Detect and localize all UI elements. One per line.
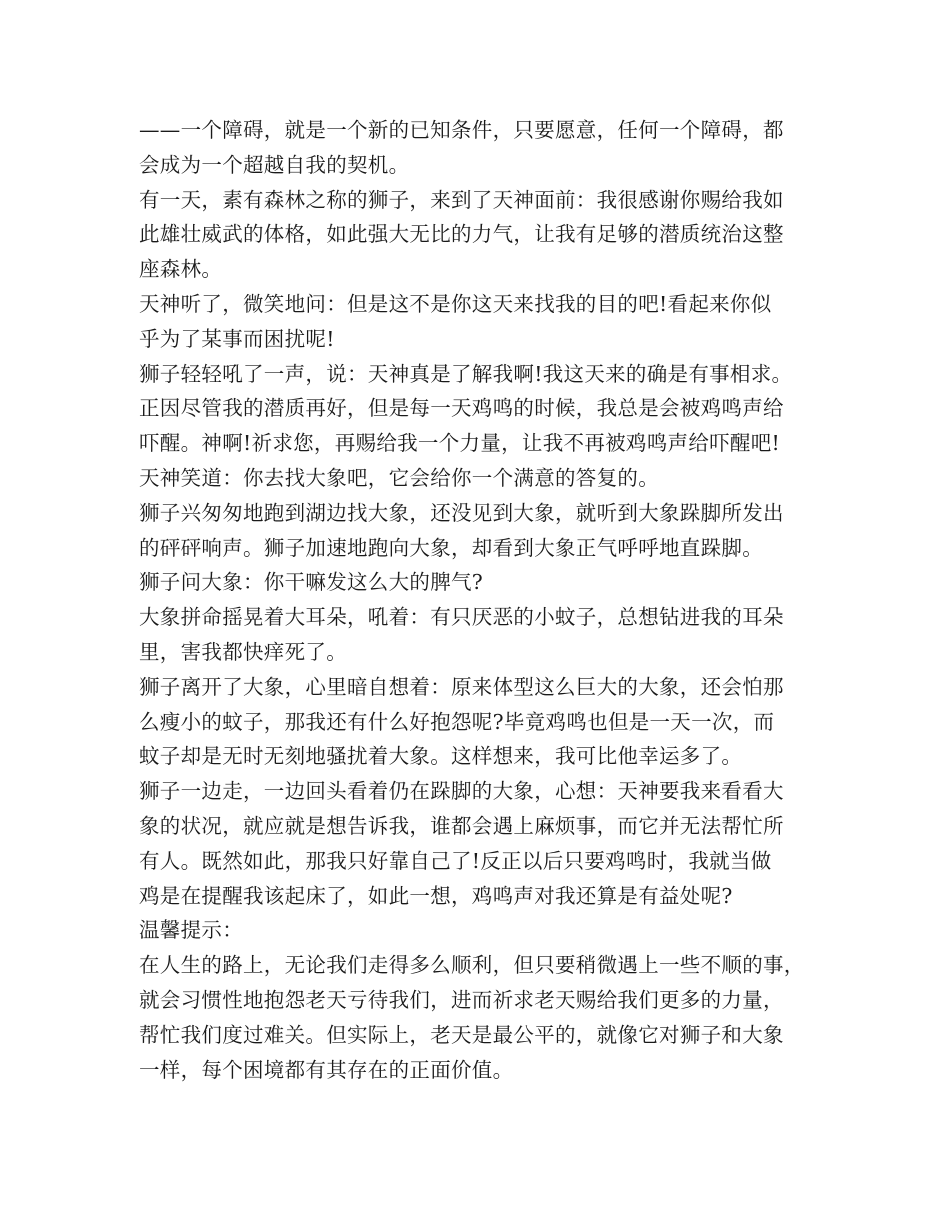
text-line: 天神笑道：你去找大象吧，它会给你一个满意的答复的。 — [139, 465, 659, 490]
text-line: 象的状况，就应就是想告诉我，谁都会遇上麻烦事，而它并无法帮忙所 — [139, 813, 784, 838]
text-line: 吓醒。神啊!祈求您，再赐给我一个力量，让我不再被鸡鸣声给吓醒吧! — [139, 431, 781, 456]
document-body — [139, 113, 829, 1087]
text-line: 里，害我都快痒死了。 — [139, 639, 347, 664]
text-line: 会成为一个超越自我的契机。 — [139, 152, 410, 177]
text-line: 么瘦小的蚊子，那我还有什么好抱怨呢?毕竟鸡鸣也但是一天一次，而 — [139, 709, 775, 734]
text-line: 蚊子却是无时无刻地骚扰着大象。这样想来，我可比他幸运多了。 — [139, 744, 743, 769]
text-line: 狮子兴匆匆地跑到湖边找大象，还没见到大象，就听到大象跺脚所发出 — [139, 500, 784, 525]
text-line: 乎为了某事而困扰呢! — [139, 326, 335, 351]
text-line: 狮子一边走，一边回头看着仍在跺脚的大象，心想：天神要我来看看大 — [139, 779, 784, 804]
text-line: 此雄壮威武的体格，如此强大无比的力气，让我有足够的潜质统治这整 — [139, 222, 784, 247]
text-line: 在人生的路上，无论我们走得多么顺利，但只要稍微遇上一些不顺的事， — [139, 953, 805, 978]
text-line: 一样，每个困境都有其存在的正面价值。 — [139, 1057, 514, 1082]
section-heading: 温馨提示： — [139, 918, 243, 943]
text-line: 狮子离开了大象，心里暗自想着：原来体型这么巨大的大象，还会怕那 — [139, 674, 784, 699]
text-line: 狮子轻轻吼了一声，说：天神真是了解我啊!我这天来的确是有事相求。 — [139, 361, 793, 386]
text-line: 有人。既然如此，那我只好靠自己了!反正以后只要鸡鸣时，我就当做 — [139, 848, 772, 873]
text-line: 座森林。 — [139, 257, 223, 282]
text-line: 鸡是在提醒我该起床了，如此一想，鸡鸣声对我还算是有益处呢? — [139, 883, 733, 908]
text-line: 狮子问大象：你干嘛发这么大的脾气? — [139, 570, 484, 595]
text-line: 天神听了，微笑地问：但是这不是你这天来找我的目的吧!看起来你似 — [139, 291, 772, 316]
text-line: 大象拼命摇晃着大耳朵，吼着：有只厌恶的小蚊子，总想钻进我的耳朵 — [139, 605, 784, 630]
text-line: 就会习惯性地抱怨老天亏待我们，进而祈求老天赐给我们更多的力量， — [139, 987, 784, 1012]
text-line: 帮忙我们度过难关。但实际上，老天是最公平的，就像它对狮子和大象 — [139, 1022, 784, 1047]
text-line: 的砰砰响声。狮子加速地跑向大象，却看到大象正气呼呼地直跺脚。 — [139, 535, 763, 560]
text-line: ——一个障碍，就是一个新的已知条件，只要愿意，任何一个障碍，都 — [139, 118, 784, 142]
text-line: 正因尽管我的潜质再好，但是每一天鸡鸣的时候，我总是会被鸡鸣声给 — [139, 396, 784, 421]
text-line: 有一天，素有森林之称的狮子，来到了天神面前：我很感谢你赐给我如 — [139, 187, 784, 212]
